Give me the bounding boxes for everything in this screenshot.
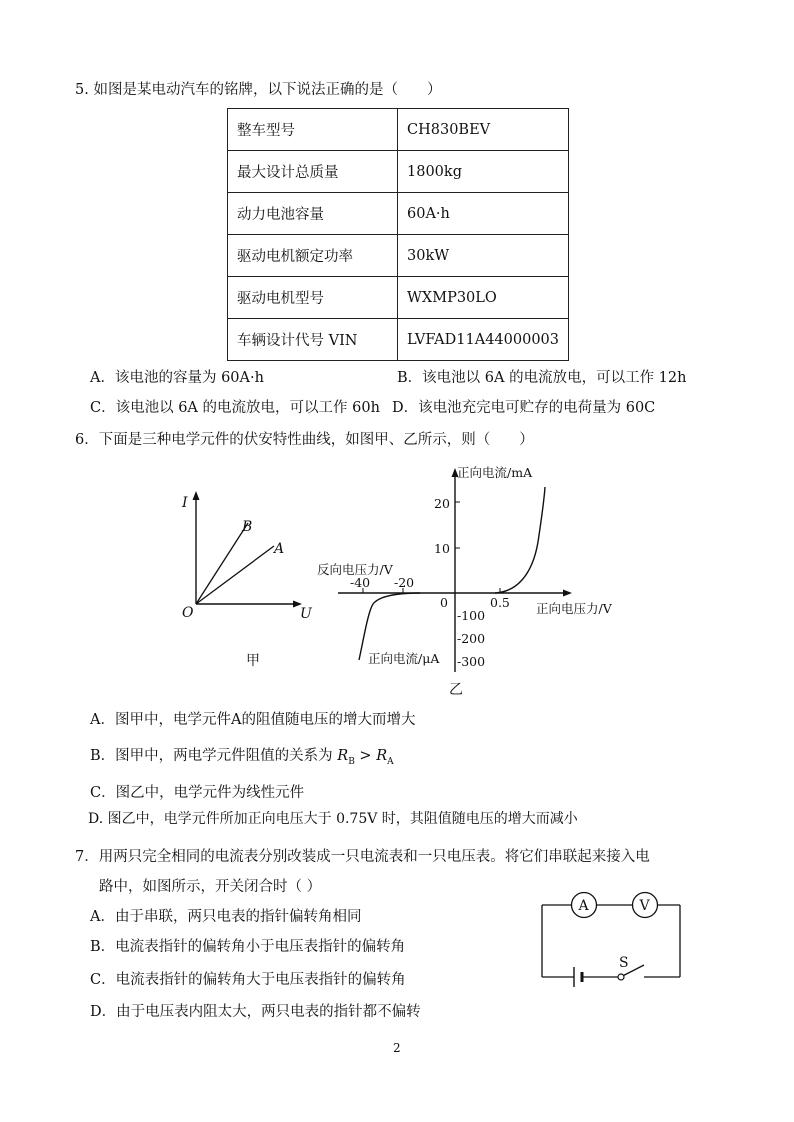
voltmeter-label: V: [639, 898, 650, 914]
x-axis-arrow: [563, 590, 572, 597]
page-number: 2: [393, 1041, 401, 1055]
table-value: WXMP30LO: [398, 277, 569, 319]
y-axis-label: 正向电流/mA: [457, 465, 533, 480]
table-key: 最大设计总质量: [228, 151, 398, 193]
q7-option-d: D．由于电压表内阻太大，两只电表的指针都不偏转: [90, 1004, 421, 1020]
table-value: 1800kg: [398, 151, 569, 193]
formula-r: R: [376, 748, 388, 764]
nameplate-table: [227, 108, 569, 361]
q5-option-d: D．该电池充完电可贮存的电荷量为 60C: [392, 400, 656, 416]
formula-r: R: [337, 748, 349, 764]
origin-label: O: [182, 605, 194, 621]
reverse-current-label: 正向电流/μA: [368, 651, 440, 666]
reverse-voltage-label: 反向电压力/V: [317, 562, 393, 577]
switch-contact: [618, 974, 624, 980]
table-key: 驱动电机额定功率: [228, 235, 398, 277]
figure-yi: [310, 462, 630, 702]
q7-option-a: A．由于串联，两只电表的指针偏转角相同: [90, 909, 362, 925]
table-row: [228, 319, 569, 361]
figure-jia: [170, 485, 320, 685]
y-tick-neg300: -300: [457, 654, 486, 669]
y-tick-neg200: -200: [457, 631, 486, 646]
q6-option-b-text: B．图甲中，两电学元件阻值的关系为: [90, 748, 333, 764]
y-axis-arrow: [193, 491, 200, 500]
forward-curve: [495, 487, 545, 593]
q6-stem: 6．下面是三种电学元件的伏安特性曲线，如图甲、乙所示，则（ ）: [75, 432, 534, 448]
q6-option-a: A．图甲中，电学元件A的阻值随电压的增大而增大: [90, 712, 416, 728]
line-a-label: A: [274, 541, 285, 557]
table-value: LVFAD11A44000003: [398, 319, 569, 361]
formula-sub-b: B: [348, 756, 355, 767]
table-row: [228, 277, 569, 319]
y-tick-neg100: -100: [457, 608, 486, 623]
y-tick-20: 20: [434, 496, 450, 511]
table-value: 30kW: [398, 235, 569, 277]
table-key: 车辆设计代号 VIN: [228, 319, 398, 361]
x-tick-neg20: -20: [394, 575, 415, 590]
y-tick-10: 10: [434, 541, 450, 556]
table-key: 驱动电机型号: [228, 277, 398, 319]
formula-gt: >: [359, 748, 372, 764]
q5-stem: 5. 如图是某电动汽车的铭牌，以下说法正确的是（ ）: [75, 82, 442, 98]
q7-option-b: B．电流表指针的偏转角小于电压表指针的偏转角: [90, 939, 406, 955]
line-b: [196, 523, 248, 604]
line-a: [196, 546, 274, 604]
line-b-label: B: [242, 519, 253, 535]
table-row: [228, 109, 569, 151]
q5-option-b: B．该电池以 6A 的电流放电，可以工作 12h: [397, 370, 687, 386]
table-value: 60A·h: [398, 193, 569, 235]
q6-option-d: D. 图乙中，电学元件所加正向电压大于 0.75V 时，其阻值随电压的增大而减小: [88, 811, 578, 827]
table-key: 动力电池容量: [228, 193, 398, 235]
q6-option-b: [90, 746, 394, 772]
i-axis-label: I: [182, 495, 188, 511]
q6-option-c: C．图乙中，电学元件为线性元件: [90, 785, 305, 801]
x-axis-label: 正向电压力/V: [536, 601, 612, 616]
table-row: [228, 151, 569, 193]
q5-option-c: C．该电池以 6A 的电流放电，可以工作 60h: [90, 400, 380, 416]
ammeter-label: A: [578, 898, 589, 914]
q5-option-a: A．该电池的容量为 60A·h: [90, 370, 264, 386]
q7-stem-line1: 7．用两只完全相同的电流表分别改装成一只电流表和一只电压表。将它们串联起来接入电: [75, 849, 650, 865]
caption-jia: 甲: [246, 653, 260, 669]
table-key: 整车型号: [228, 109, 398, 151]
formula-sub-a: A: [387, 756, 394, 767]
q7-option-c: C．电流表指针的偏转角大于电压表指针的偏转角: [90, 972, 406, 988]
table-row: [228, 235, 569, 277]
q7-stem-line2: 路中，如图所示，开关闭合时（ ）: [99, 879, 322, 895]
origin-label: 0: [440, 595, 448, 610]
circuit-diagram: [538, 888, 684, 992]
table-row: [228, 193, 569, 235]
x-tick-neg40: -40: [350, 575, 371, 590]
x-tick-0.5: 0.5: [490, 595, 510, 610]
caption-yi: 乙: [449, 682, 463, 698]
reverse-curve: [359, 593, 420, 660]
u-axis-label: U: [300, 606, 312, 622]
table-value: CH830BEV: [398, 109, 569, 151]
switch-label: S: [619, 955, 629, 971]
